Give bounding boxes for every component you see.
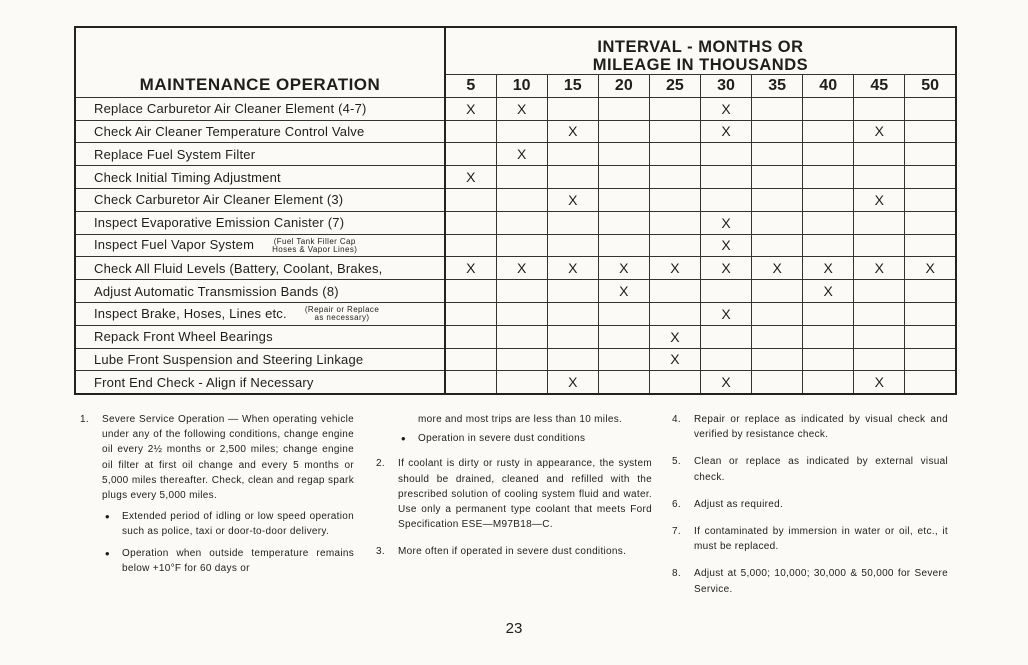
interval-cell (445, 97, 496, 120)
operation-label: Replace Fuel System Filter (94, 146, 256, 162)
table-row (75, 97, 956, 120)
check-mark: X (874, 191, 884, 208)
interval-cell (496, 211, 547, 234)
interval-cell (803, 257, 854, 280)
mileage-column-header: 40 (803, 75, 854, 98)
mileage-column-header: 20 (598, 75, 649, 98)
interval-cell (854, 188, 905, 211)
interval-cell (496, 348, 547, 371)
interval-cell (649, 166, 700, 189)
footnote-8 (672, 566, 948, 596)
interval-cell (547, 120, 598, 143)
check-mark: X (874, 374, 884, 391)
interval-cell (752, 211, 803, 234)
footnote-bullet: • Operation in severe dust conditions (398, 431, 652, 446)
check-mark: X (721, 305, 731, 322)
check-mark: X (925, 260, 935, 277)
interval-cell (598, 143, 649, 166)
interval-cell (496, 371, 547, 394)
interval-cell (700, 302, 751, 325)
check-mark: X (721, 214, 731, 231)
interval-cell (700, 166, 751, 189)
check-mark: X (721, 100, 731, 117)
interval-cell (649, 143, 700, 166)
footnote-text: If contaminated by immersion in water or oil, etc., it must be replaced. (694, 526, 948, 553)
interval-cell (547, 257, 598, 280)
interval-cell (905, 257, 956, 280)
interval-cell (445, 188, 496, 211)
interval-cell (598, 234, 649, 257)
interval-cell (854, 234, 905, 257)
interval-cell (905, 234, 956, 257)
interval-cell (803, 188, 854, 211)
interval-cell (854, 120, 905, 143)
footnote-7 (672, 524, 948, 554)
interval-cell (598, 348, 649, 371)
maintenance-schedule-table (74, 26, 957, 395)
table-row (75, 188, 956, 211)
interval-header-line2: MILEAGE IN THOUSANDS (592, 56, 809, 74)
table-row (75, 257, 956, 280)
footnote-text: Clean or replace as indicated by external visual check. (694, 456, 948, 483)
interval-cell (905, 280, 956, 303)
interval-cell (752, 166, 803, 189)
operation-label: Inspect Brake, Hoses, Lines etc. (94, 305, 287, 321)
check-mark: X (823, 260, 833, 277)
check-mark: X (874, 260, 884, 277)
interval-cell (854, 97, 905, 120)
operation-note-line: Hoses & Vapor Lines) (272, 244, 358, 254)
check-mark: X (772, 260, 782, 277)
interval-cell (445, 166, 496, 189)
table-row (75, 348, 956, 371)
interval-cell (598, 188, 649, 211)
table-row (75, 234, 956, 257)
operation-cell (75, 371, 445, 394)
interval-cell (649, 302, 700, 325)
interval-cell (854, 257, 905, 280)
interval-cell (905, 325, 956, 348)
interval-cell (445, 302, 496, 325)
footnote-number: 8. (672, 568, 681, 580)
interval-cell (496, 234, 547, 257)
interval-cell (700, 234, 751, 257)
interval-cell (598, 371, 649, 394)
interval-cell (445, 257, 496, 280)
footnote-number: 6. (672, 498, 681, 510)
check-mark: X (568, 191, 578, 208)
footnote-number: 5. (672, 456, 681, 468)
operation-cell (75, 302, 445, 325)
mileage-column-header: 30 (700, 75, 751, 98)
mileage-column-header: 25 (649, 75, 700, 98)
interval-cell (547, 348, 598, 371)
operation-label: Front End Check - Align if Necessary (94, 374, 314, 390)
interval-cell (854, 371, 905, 394)
interval-cell (598, 211, 649, 234)
interval-cell (496, 166, 547, 189)
interval-cell (752, 371, 803, 394)
interval-cell (598, 325, 649, 348)
footnote-bullet: • Operation when outside temperature remains below +10°F for 60 days or (102, 546, 354, 576)
interval-cell (752, 280, 803, 303)
operation-cell (75, 348, 445, 371)
interval-cell (598, 302, 649, 325)
interval-cell (649, 257, 700, 280)
interval-cell (598, 97, 649, 120)
footnote-number: 1. (80, 414, 89, 425)
check-mark: X (721, 260, 731, 277)
interval-cell (649, 371, 700, 394)
interval-cell (445, 280, 496, 303)
interval-cell (752, 325, 803, 348)
footnote-2 (376, 456, 652, 532)
operation-label: Replace Carburetor Air Cleaner Element (4-7) (94, 101, 367, 117)
check-mark: X (874, 123, 884, 140)
footnote-text: If coolant is dirty or rusty in appearance, the system should be drained, cleaned and refilled with the prescribed solution of cooling system fluid and water. Use only a permanent type coolant that meets Ford Specification ESE—M97B18—C. (398, 458, 652, 531)
interval-cell (803, 166, 854, 189)
interval-cell (445, 211, 496, 234)
mileage-column-header: 5 (445, 75, 496, 98)
check-mark: X (568, 123, 578, 140)
footnote-number: 4. (672, 414, 681, 425)
operation-cell (75, 188, 445, 211)
footnote-bullet: • Extended period of idling or low speed operation such as police, taxi or door-to-door delivery. (102, 509, 354, 539)
interval-cell (547, 143, 598, 166)
interval-cell (445, 143, 496, 166)
interval-header-line1: INTERVAL - MONTHS OR (597, 38, 804, 56)
interval-cell (496, 143, 547, 166)
interval-cell (445, 120, 496, 143)
interval-cell (700, 371, 751, 394)
interval-cell (598, 166, 649, 189)
interval-cell (905, 211, 956, 234)
interval-cell (598, 257, 649, 280)
check-mark: X (670, 260, 680, 277)
interval-cell (496, 302, 547, 325)
interval-cell (547, 325, 598, 348)
check-mark: X (568, 260, 578, 277)
maintenance-operation-header: MAINTENANCE OPERATION (75, 27, 445, 97)
interval-cell (905, 302, 956, 325)
operation-cell (75, 97, 445, 120)
footnote-number: 2. (376, 458, 385, 470)
operation-note (305, 306, 379, 322)
operation-note-line: (Fuel Tank Filler Cap (273, 236, 356, 246)
interval-cell (700, 257, 751, 280)
operation-cell (75, 143, 445, 166)
operation-label: Lube Front Suspension and Steering Linkage (94, 351, 364, 367)
footnote-number: 3. (376, 546, 385, 558)
check-mark: X (721, 237, 731, 254)
interval-cell (547, 211, 598, 234)
footnote-text: Severe Service Operation — When operating vehicle under any of the following conditions, change engine oil every 2½ months or 2,500 miles; change engine oil filter at first oil change and every 5 months or 5,000 miles thereafter. Check, clean and regap spark plugs every 5,000 miles. (102, 414, 354, 502)
interval-cell (905, 371, 956, 394)
interval-cell (752, 143, 803, 166)
interval-cell (547, 166, 598, 189)
interval-cell (803, 97, 854, 120)
check-mark: X (670, 351, 680, 368)
operation-cell (75, 325, 445, 348)
interval-cell (752, 348, 803, 371)
interval-cell (854, 211, 905, 234)
interval-cell (649, 348, 700, 371)
check-mark: X (466, 260, 476, 277)
table-row (75, 166, 956, 189)
interval-cell (905, 97, 956, 120)
interval-cell (700, 211, 751, 234)
check-mark: X (516, 260, 527, 277)
interval-cell (700, 143, 751, 166)
operation-cell (75, 166, 445, 189)
operation-cell (75, 120, 445, 143)
footnote-column-3 (672, 412, 948, 597)
footnote-text: Adjust as required. (694, 498, 784, 510)
footnote-continuation: more and most trips are less than 10 miles. (418, 414, 623, 425)
operation-cell (75, 280, 445, 303)
interval-cell (803, 234, 854, 257)
interval-cell (547, 234, 598, 257)
mileage-column-header: 35 (752, 75, 803, 98)
interval-cell (649, 325, 700, 348)
operation-label: Inspect Evaporative Emission Canister (7) (94, 215, 345, 231)
interval-cell (752, 188, 803, 211)
interval-cell (496, 188, 547, 211)
interval-cell (547, 371, 598, 394)
interval-cell (547, 280, 598, 303)
interval-cell (649, 234, 700, 257)
footnote-4 (672, 412, 948, 442)
interval-cell (752, 302, 803, 325)
interval-cell (854, 302, 905, 325)
table-body (75, 97, 956, 394)
table-row (75, 280, 956, 303)
check-mark: X (466, 100, 476, 117)
interval-cell (803, 143, 854, 166)
interval-cell (598, 280, 649, 303)
operation-label: Check All Fluid Levels (Battery, Coolant, Brakes, (94, 260, 383, 276)
interval-cell (496, 97, 547, 120)
interval-cell (649, 211, 700, 234)
interval-cell (854, 166, 905, 189)
interval-cell (854, 325, 905, 348)
interval-cell (803, 211, 854, 234)
interval-cell (752, 257, 803, 280)
footnote-6 (672, 497, 948, 512)
footnote-text: More often if operated in severe dust conditions. (398, 546, 627, 558)
interval-cell (649, 188, 700, 211)
operation-label: Check Air Cleaner Temperature Control Valve (94, 123, 365, 139)
interval-cell (496, 257, 547, 280)
table-row (75, 325, 956, 348)
interval-cell (752, 97, 803, 120)
interval-cell (445, 234, 496, 257)
footnote-1 (80, 412, 354, 503)
interval-cell (496, 325, 547, 348)
check-mark: X (721, 374, 731, 391)
interval-cell (445, 371, 496, 394)
operation-label: Repack Front Wheel Bearings (94, 329, 273, 345)
interval-cell (752, 234, 803, 257)
footnote-text: Adjust at 5,000; 10,000; 30,000 & 50,000 for Severe Service. (694, 568, 948, 595)
table-row (75, 371, 956, 394)
interval-cell (547, 188, 598, 211)
interval-cell (803, 302, 854, 325)
interval-cell (803, 371, 854, 394)
interval-cell (700, 325, 751, 348)
interval-cell (803, 120, 854, 143)
interval-cell (649, 120, 700, 143)
interval-cell (803, 348, 854, 371)
interval-cell (445, 325, 496, 348)
interval-cell (905, 348, 956, 371)
check-mark: X (466, 169, 476, 186)
operation-label: Check Carburetor Air Cleaner Element (3) (94, 192, 344, 208)
interval-cell (905, 120, 956, 143)
operation-cell (75, 211, 445, 234)
operation-note-line: as necessary) (314, 313, 370, 323)
interval-cell (905, 143, 956, 166)
interval-cell (700, 280, 751, 303)
interval-cell (854, 280, 905, 303)
check-mark: X (721, 123, 731, 140)
interval-cell (905, 188, 956, 211)
mileage-column-header: 45 (854, 75, 905, 98)
operation-cell (75, 234, 445, 257)
footnote-5 (672, 454, 948, 484)
interval-cell (700, 97, 751, 120)
check-mark: X (823, 283, 833, 300)
interval-cell (649, 97, 700, 120)
interval-cell (598, 120, 649, 143)
interval-cell (445, 348, 496, 371)
interval-cell (700, 348, 751, 371)
operation-label: Adjust Automatic Transmission Bands (8) (94, 283, 339, 299)
mileage-column-header: 15 (547, 75, 598, 98)
interval-cell (700, 188, 751, 211)
table-row (75, 211, 956, 234)
mileage-column-header: 50 (905, 75, 956, 98)
interval-cell (854, 143, 905, 166)
check-mark: X (619, 260, 629, 277)
table-row (75, 143, 956, 166)
check-mark: X (516, 146, 527, 163)
interval-cell (496, 120, 547, 143)
table-row (75, 302, 956, 325)
interval-cell (700, 120, 751, 143)
interval-cell (803, 325, 854, 348)
operation-label: Inspect Fuel Vapor System (94, 237, 255, 253)
operation-label: Check Initial Timing Adjustment (94, 169, 281, 185)
check-mark: X (516, 100, 527, 117)
interval-cell (496, 280, 547, 303)
operation-cell (75, 257, 445, 280)
footnote-number: 7. (672, 526, 681, 538)
operation-note-line: (Repair or Replace (304, 305, 380, 315)
interval-cell (752, 120, 803, 143)
check-mark: X (568, 374, 578, 391)
interval-cell (803, 280, 854, 303)
footnote-column-2 (376, 412, 652, 560)
interval-cell (547, 97, 598, 120)
footnote-column-1 (80, 412, 354, 576)
check-mark: X (670, 328, 680, 345)
interval-cell (649, 280, 700, 303)
mileage-column-header: 10 (496, 75, 547, 98)
check-mark: X (619, 283, 629, 300)
footnote-text: Repair or replace as indicated by visual check and verified by resistance check. (694, 414, 948, 441)
table-row (75, 120, 956, 143)
operation-note (272, 238, 357, 254)
interval-cell (905, 166, 956, 189)
footnote-3 (376, 544, 652, 559)
interval-header (445, 27, 956, 75)
interval-cell (854, 348, 905, 371)
interval-cell (547, 302, 598, 325)
page-number: 23 (505, 620, 523, 637)
